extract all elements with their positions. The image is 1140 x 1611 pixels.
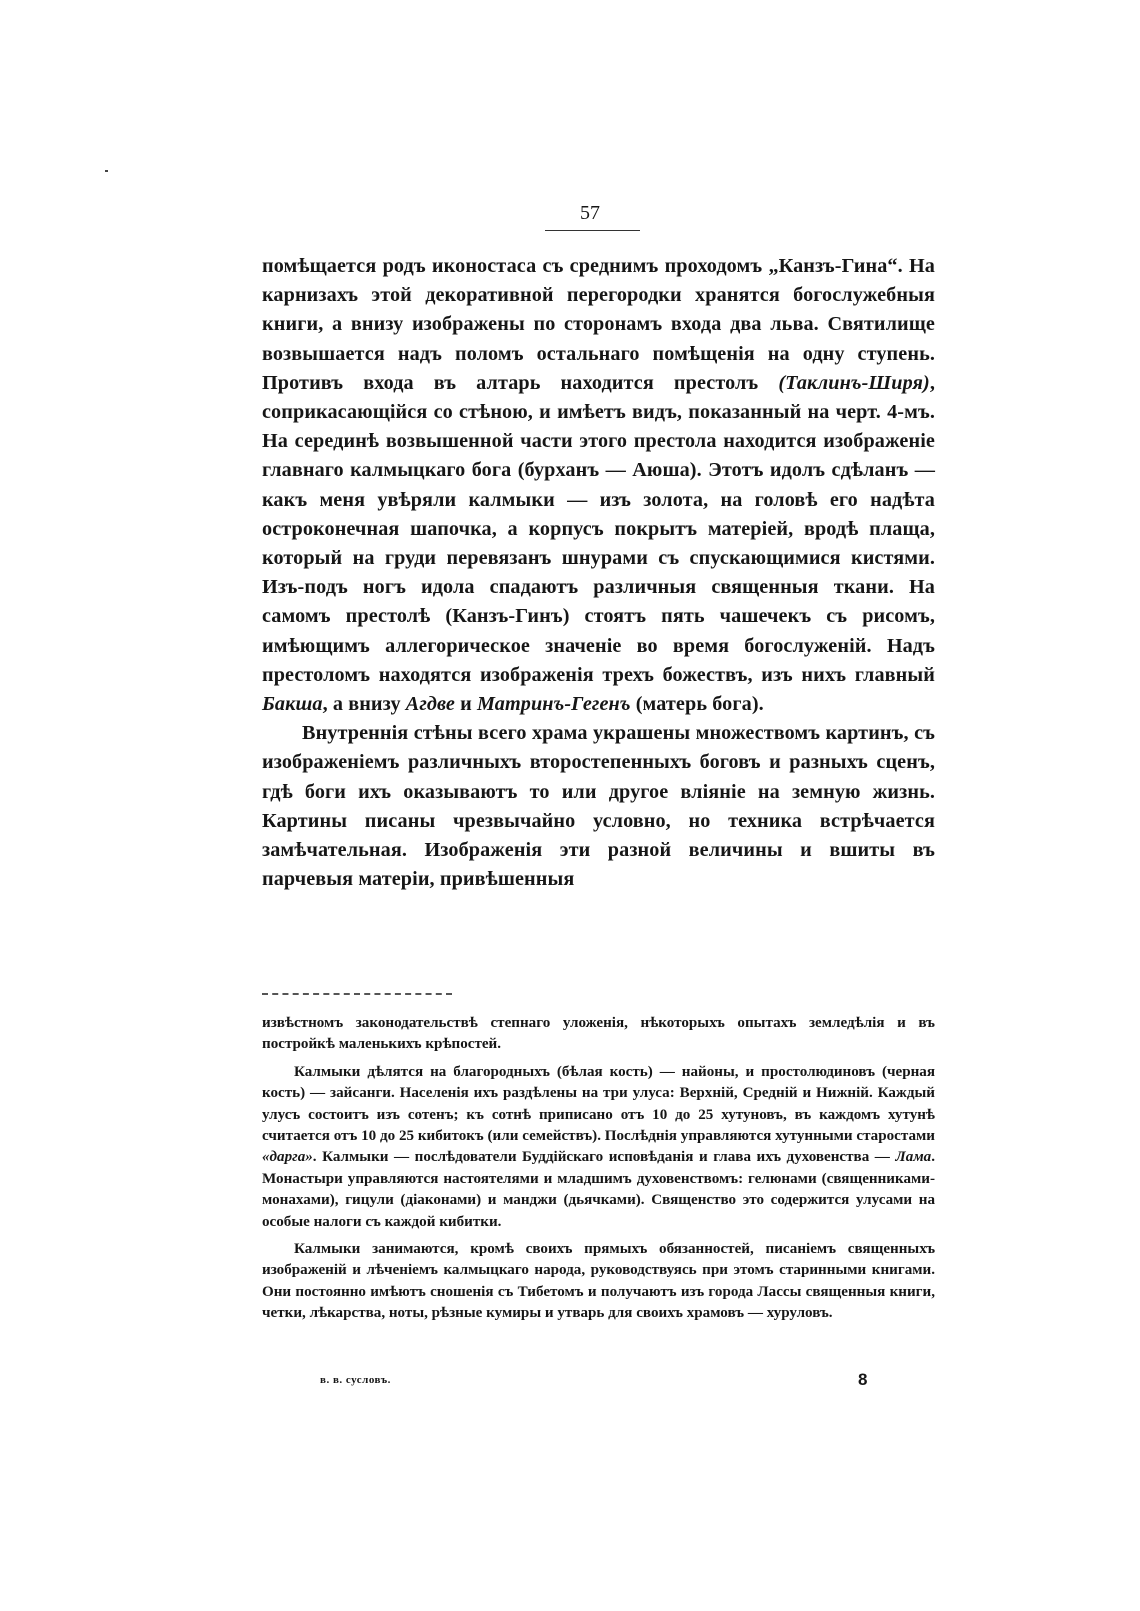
footnote-paragraph bbox=[262, 1062, 935, 1233]
text-run: , а внизу bbox=[322, 693, 406, 716]
italic-term: «дарга» bbox=[262, 1149, 313, 1166]
text-run: извѣстномъ законодательствѣ степнаго уложенія, нѣкоторыхъ опытахъ земледѣлія и въ постройкѣ маленькихъ крѣпостей. bbox=[262, 1015, 935, 1053]
italic-term: Лама bbox=[895, 1149, 932, 1166]
text-run: . Калмыки — послѣдователи Буддійскаго исповѣданія и глава ихъ духовенства — bbox=[312, 1149, 896, 1166]
footnote-paragraph bbox=[262, 1013, 935, 1056]
footnote-paragraph bbox=[262, 1239, 935, 1325]
text-run: Калмыки занимаются, кромѣ своихъ прямыхъ обязанностей, писаніемъ священныхъ изображеній и лѣченіемъ калмыцкаго народа, руководствуясь при этомъ старинными книгами. Они постоянно имѣютъ сношенія съ Тибетомъ и получаютъ изъ города Лассы священныя книги, четки, лѣкарства, ноты, рѣзные кумиры и утварь для своихъ храмовъ — хуруловъ. bbox=[262, 1241, 935, 1322]
main-paragraph bbox=[262, 719, 935, 894]
footnote-divider bbox=[262, 993, 452, 995]
footnotes bbox=[262, 1013, 935, 1331]
signature-mark: в. в. сусловъ. bbox=[320, 1374, 391, 1386]
page-number: 57 bbox=[580, 202, 600, 224]
page-number-rule bbox=[545, 230, 640, 231]
main-text bbox=[262, 252, 935, 894]
scan-speck bbox=[105, 170, 108, 172]
text-run: Внутреннія стѣны всего храма украшены множествомъ картинъ, съ изображеніемъ различныхъ второстепенныхъ боговъ и разныхъ сценъ, гдѣ боги ихъ оказываютъ то или другое вліяніе на земную жизнь. Картины писаны чрезвычайно условно, но техника встрѣчается замѣчательная. Изображенія эти разной величины и вшиты въ парчевыя матеріи, привѣшенныя bbox=[262, 722, 935, 891]
sheet-number: 8 bbox=[858, 1370, 868, 1389]
main-paragraph bbox=[262, 252, 935, 719]
text-run: (матерь бога). bbox=[630, 693, 764, 716]
text-run: . Монастыри управляются настоятелями и младшимъ духовенствомъ: гелюнами (священниками-монахами), гицули (діаконами) и манджи (дьячками). Священство это содержится улусами на особые налоги съ каждой кибитки. bbox=[262, 1149, 935, 1230]
italic-term: (Таклинъ-Ширя) bbox=[778, 371, 930, 394]
text-run: помѣщается родъ иконостаса съ среднимъ проходомъ „Канзъ-Гина“. На карнизахъ этой декоративной перегородки хранятся богослужебныя книги, а внизу изображены по сторонамъ входа два льва. Святилище возвышается надъ поломъ остальнаго помѣщенія на одну ступень. Противъ входа въ алтарь находится престолъ bbox=[262, 255, 935, 394]
text-run: Калмыки дѣлятся на благородныхъ (бѣлая кость) — найоны, и простолюдиновъ (черная кость) — зайсанги. Населенія ихъ раздѣлены на три улуса: Верхній, Средній и Нижній. Каждый улусъ состоитъ изъ сотенъ; къ сотнѣ приписано отъ 10 до 25 хутуновъ, въ каждомъ хутунѣ считается отъ 10 до 25 кибитокъ (или семействъ). Послѣднія управляются хутунными старостами bbox=[262, 1063, 935, 1145]
italic-term: Агдве bbox=[405, 693, 455, 716]
text-run: и bbox=[454, 693, 477, 716]
italic-term: Бакша bbox=[262, 693, 323, 716]
text-run: , соприкасающійся со стѣною, и имѣетъ видъ, показанный на черт. 4-мъ. На серединѣ возвышенной части этого престола находится изображеніе главнаго калмыцкаго бога (бурханъ — Аюша). Этотъ идолъ сдѣланъ — какъ меня увѣряли калмыки — изъ золота, на головѣ его надѣта остроконечная шапочка, а корпусъ покрытъ матеріей, вродѣ плаща, который на груди перевязанъ шнурами съ спускающимися кистями. Изъ-подъ ногъ идола спадаютъ различныя священныя ткани. На самомъ престолѣ (Канзъ-Гинъ) стоятъ пять чашечекъ съ рисомъ, имѣющимъ аллегорическое значеніе во время богослуженій. Надъ престоломъ находятся изображенія трехъ божествъ, изъ нихъ главный bbox=[262, 371, 935, 686]
italic-term: Матринъ-Гегенъ bbox=[477, 693, 631, 716]
